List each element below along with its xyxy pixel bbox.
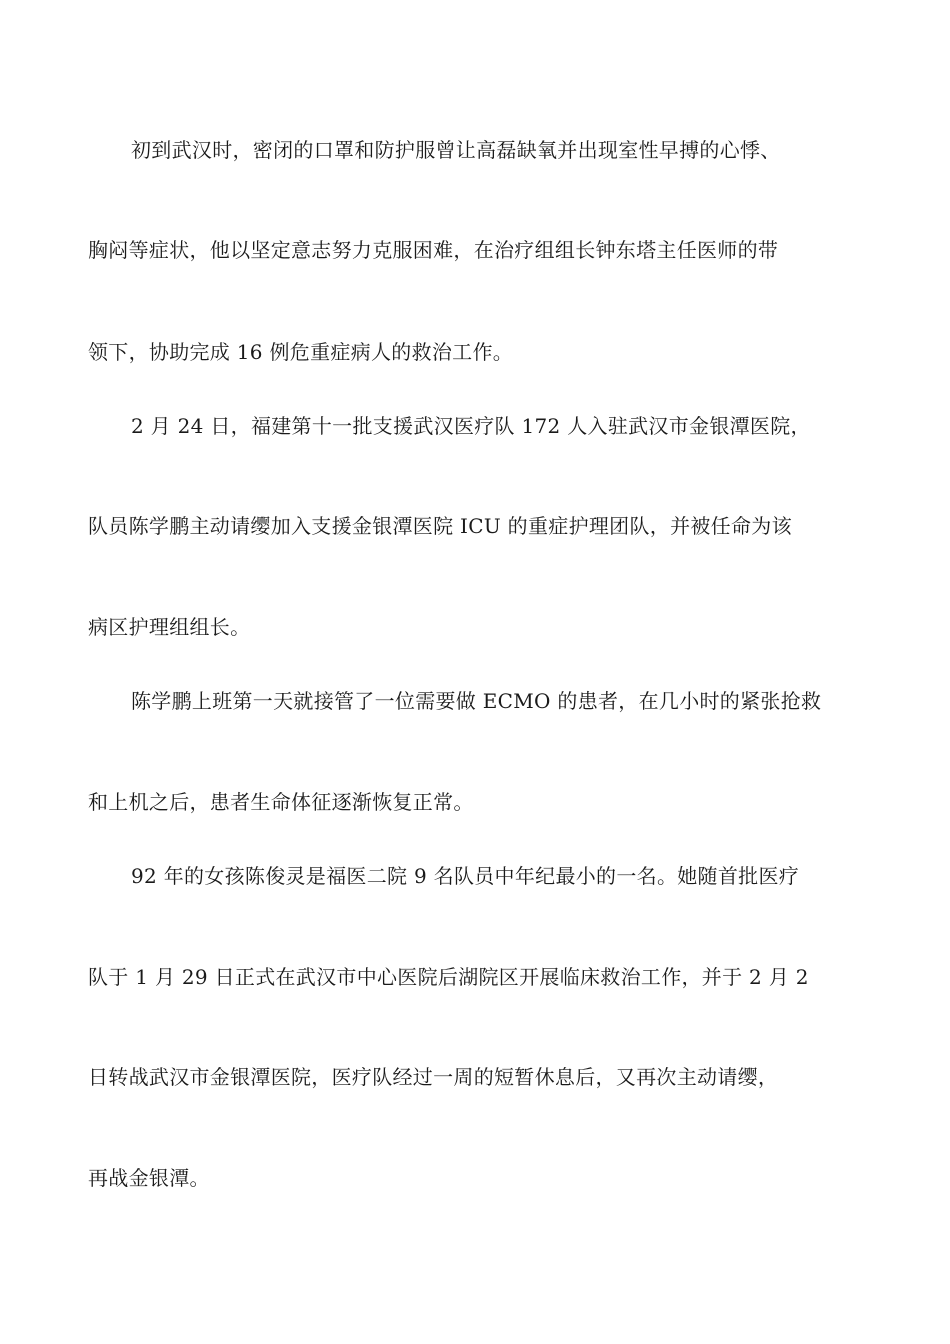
paragraph-1-line-3: 领下，协助完成 16 例危重症病人的救治工作。 [88, 340, 514, 364]
paragraph-4-line-1: 92 年的女孩陈俊灵是福医二院 9 名队员中年纪最小的一名。她随首批医疗 [131, 864, 800, 888]
paragraph-4-line-2: 队于 1 月 29 日正式在武汉市中心医院后湖院区开展临床救治工作，并于 2 月 2 [88, 965, 809, 989]
paragraph-1-line-1: 初到武汉时，密闭的口罩和防护服曾让高磊缺氧并出现室性早搏的心悸、 [131, 138, 781, 162]
paragraph-2-line-1: 2 月 24 日，福建第十一批支援武汉医疗队 172 人入驻武汉市金银潭医院， [131, 414, 811, 438]
paragraph-2-line-2: 队员陈学鹏主动请缨加入支援金银潭医院 ICU 的重症护理团队，并被任命为该 [88, 514, 792, 538]
paragraph-4-line-3: 日转战武汉市金银潭医院，医疗队经过一周的短暂休息后，又再次主动请缨， [88, 1065, 779, 1089]
paragraph-3-line-2: 和上机之后，患者生命体征逐渐恢复正常。 [88, 790, 474, 814]
paragraph-3-line-1: 陈学鹏上班第一天就接管了一位需要做 ECMO 的患者，在几小时的紧张抢救 [131, 689, 822, 713]
paragraph-1-line-2: 胸闷等症状，他以坚定意志努力克服困难，在治疗组组长钟东塔主任医师的带 [88, 238, 779, 262]
paragraph-4-line-4: 再战金银潭。 [88, 1166, 210, 1190]
paragraph-2-line-3: 病区护理组组长。 [88, 615, 251, 639]
